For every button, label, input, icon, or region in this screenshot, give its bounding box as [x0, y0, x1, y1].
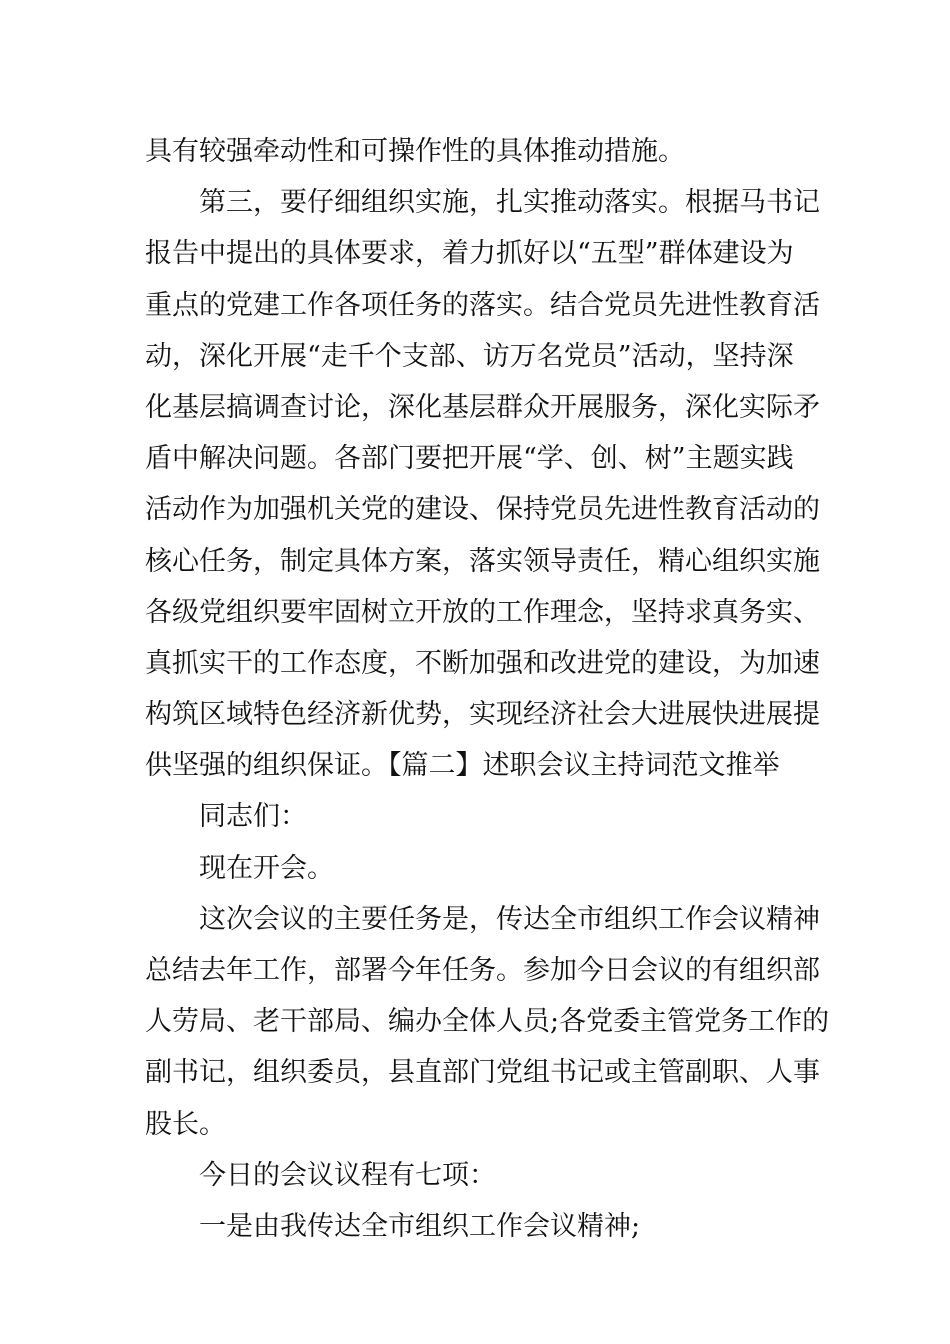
paragraph-line: 现在开会。	[199, 852, 334, 884]
text-line: 构筑区域特色经济新优势，实现经济社会大进展快进展提	[145, 699, 820, 731]
text-line: 各级党组织要牢固树立开放的工作理念，坚持求真务实、	[145, 596, 820, 628]
document-body	[145, 126, 830, 1252]
text-line: 副书记，组织委员，县直部门党组书记或主管副职、人事	[145, 1057, 820, 1089]
paragraph-line: 今日的会议议程有七项：	[199, 1159, 496, 1191]
paragraph-line: 这次会议的主要任务是，传达全市组织工作会议精神	[199, 903, 820, 935]
text-line: 盾中解决问题。各部门要把开展“学、创、树”主题实践	[145, 443, 794, 475]
text-line: 真抓实干的工作态度，不断加强和改进党的建设，为加速	[145, 647, 820, 679]
text-line: 活动作为加强机关党的建设、保持党员先进性教育活动的	[145, 494, 820, 526]
text-line: 总结去年工作，部署今年任务。参加今日会议的有组织部	[145, 955, 820, 986]
paragraph-line: 一是由我传达全市组织工作会议精神;	[199, 1210, 641, 1242]
text-line: 化基层搞调查讨论，深化基层群众开展服务，深化实际矛	[145, 391, 820, 423]
text-line: 重点的党建工作各项任务的落实。结合党员先进性教育活	[145, 289, 820, 321]
paragraph-line: 第三，要仔细组织实施，扎实推动落实。根据马书记	[199, 187, 820, 219]
greeting-line: 同志们：	[199, 801, 307, 833]
text-line: 供坚强的组织保证。【篇二】述职会议主持词范文推举	[145, 750, 780, 782]
text-line: 核心任务，制定具体方案，落实领导责任，精心组织实施	[145, 545, 820, 577]
text-line: 动，深化开展“走千个支部、访万名党员”活动，坚持深	[145, 340, 794, 372]
text-line: 具有较强牵动性和可操作性的具体推动措施。	[145, 136, 685, 167]
text-line: 报告中提出的具体要求，着力抓好以“五型”群体建设为	[145, 238, 794, 270]
text-line: 股长。	[145, 1108, 226, 1140]
text-line: 人劳局、老干部局、编办全体人员;各党委主管党务工作的	[145, 1006, 830, 1038]
